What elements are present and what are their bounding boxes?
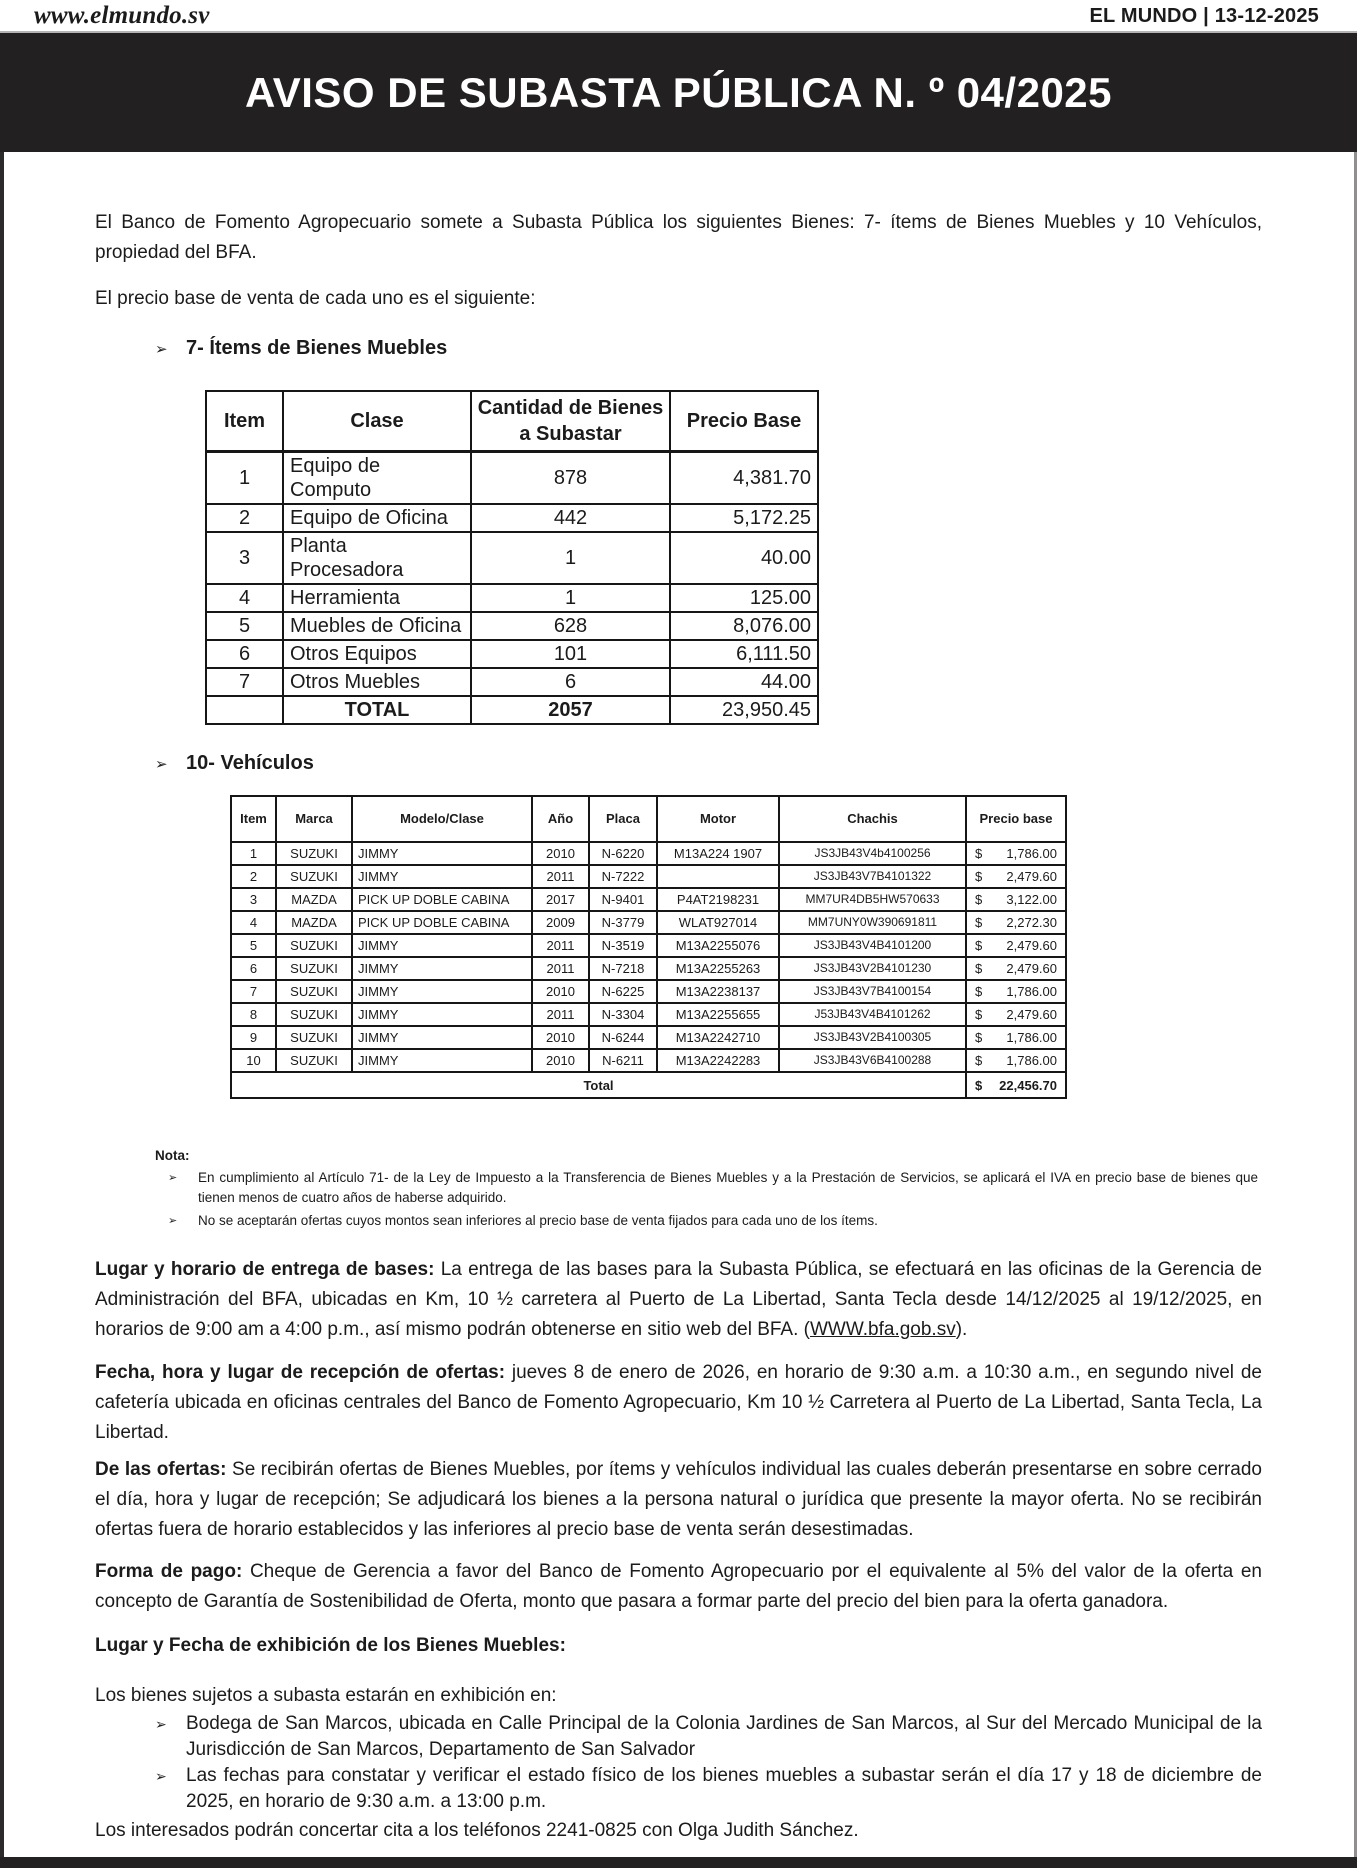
- cell-item: 1: [206, 452, 283, 505]
- cell-chasis: JS3JB43V6B4100288: [779, 1049, 966, 1072]
- section-label: De las ofertas:: [95, 1459, 227, 1480]
- col-header-cantidad: Cantidad de Bienes a Subastar: [471, 391, 670, 452]
- cell-marca: SUZUKI: [276, 934, 352, 957]
- cell-precio: [966, 957, 1066, 980]
- cell-total-precio: 23,950.45: [670, 696, 818, 724]
- cell-precio: 44.00: [670, 668, 818, 696]
- cell-motor: WLAT927014: [657, 911, 779, 934]
- cell-item: 2: [206, 504, 283, 532]
- currency-sign: $: [975, 938, 983, 953]
- cell-anio: 2017: [532, 888, 589, 911]
- section-text: Cheque de Gerencia a favor del Banco de Fomento Agropecuario por el equivalente al 5% del valor de la oferta en concepto de Garantía de Sostenibilidad de Oferta, monto que pasara a formar parte del precio del bien para la oferta ganadora.: [95, 1561, 1262, 1612]
- arrow-bullet-icon: ➢: [168, 1172, 178, 1184]
- nota-item: [168, 1168, 1258, 1208]
- cell-clase: Muebles de Oficina: [283, 612, 471, 640]
- vehicle-row: [231, 1026, 1066, 1049]
- col-header-modelo: Modelo/Clase: [352, 796, 532, 842]
- cell-placa: N-6220: [589, 842, 657, 865]
- currency-sign: $: [975, 846, 983, 861]
- currency-sign: $: [975, 915, 983, 930]
- cell-marca: MAZDA: [276, 911, 352, 934]
- nota-text: No se aceptarán ofertas cuyos montos sean inferiores al precio base de venta fijados para cada uno de los ítems.: [198, 1213, 878, 1228]
- masthead: [0, 0, 1357, 31]
- cell-item: 1: [231, 842, 276, 865]
- cell-modelo: JIMMY: [352, 1003, 532, 1026]
- cell-item: 6: [231, 957, 276, 980]
- vehiculos-table: [230, 795, 1067, 1099]
- section-label: Forma de pago:: [95, 1561, 243, 1582]
- cell-placa: N-9401: [589, 888, 657, 911]
- table-total-row: [231, 1072, 1066, 1098]
- nota-text: En cumplimiento al Artículo 71- de la Ley de Impuesto a la Transferencia de Bienes Muebles y a la Prestación de Servicios, se aplicará el IVA en precio base de bienes que tienen menos de cuatro años de haberse adquirido.: [198, 1170, 1258, 1205]
- col-header-item: Item: [206, 391, 283, 452]
- cell-motor: M13A2255655: [657, 1003, 779, 1026]
- cell-item: 7: [206, 668, 283, 696]
- section-ofertas: [95, 1455, 1262, 1545]
- cell-item: 5: [231, 934, 276, 957]
- contact-line: Los interesados podrán concertar cita a los teléfonos 2241-0825 con Olga Judith Sánchez.: [95, 1820, 859, 1841]
- list-item-text: Bodega de San Marcos, ubicada en Calle Principal de la Colonia Jardines de San Marcos, al Sur del Mercado Municipal de la Jurisdicción de San Marcos, Departamento de San Salvador: [186, 1713, 1262, 1760]
- cell-motor: M13A2242710: [657, 1026, 779, 1049]
- col-header-clase: Clase: [283, 391, 471, 452]
- cell-total-precio: [966, 1072, 1066, 1098]
- vehicle-row: [231, 957, 1066, 980]
- cell-cantidad: 6: [471, 668, 670, 696]
- cell-marca: SUZUKI: [276, 1049, 352, 1072]
- cell-chasis: JS3JB43V4B4101200: [779, 934, 966, 957]
- exhibicion-intro: Los bienes sujetos a subasta estarán en exhibición en:: [95, 1685, 557, 1706]
- price-amount: 1,786.00: [1006, 984, 1057, 999]
- cell-chasis: J53JB43V4B4101262: [779, 1003, 966, 1026]
- section-text: ).: [955, 1319, 968, 1340]
- cell-precio: [966, 865, 1066, 888]
- cell-placa: N-3519: [589, 934, 657, 957]
- cell-item: 6: [206, 640, 283, 668]
- cell-precio: 8,076.00: [670, 612, 818, 640]
- currency-sign: $: [975, 1077, 983, 1093]
- nota-item: [168, 1211, 1258, 1231]
- section-heading-label: 7- Ítems de Bienes Muebles: [186, 337, 448, 359]
- cell-precio: [966, 934, 1066, 957]
- section-text: jueves 8 de enero de 2026, en horario de 9:30 a.m. a 10:30 a.m., en segundo nivel de cafetería ubicada en oficinas centrales del Banco de Fomento Agropecuario, Km 10 ½ Carretera al Puerto de La Libertad, Santa Tecla, La Libertad.: [95, 1362, 1262, 1443]
- cell-clase: Planta Procesadora: [283, 532, 471, 584]
- vehicle-row: [231, 865, 1066, 888]
- cell-marca: SUZUKI: [276, 980, 352, 1003]
- price-amount: 1,786.00: [1006, 1030, 1057, 1045]
- section-label: Lugar y Fecha de exhibición de los Bienes Muebles:: [95, 1635, 566, 1656]
- bienes-muebles-table: [205, 390, 819, 725]
- cell-modelo: PICK UP DOBLE CABINA: [352, 888, 532, 911]
- cell-marca: SUZUKI: [276, 1026, 352, 1049]
- cell-placa: N-3304: [589, 1003, 657, 1026]
- cell-precio: [966, 1003, 1066, 1026]
- vehicle-row: [231, 842, 1066, 865]
- price-amount: 22,456.70: [999, 1077, 1057, 1093]
- cell-precio: 5,172.25: [670, 504, 818, 532]
- table-row: [206, 640, 818, 668]
- cell-modelo: JIMMY: [352, 1026, 532, 1049]
- bfa-website-link[interactable]: WWW.bfa.gob.sv: [810, 1319, 956, 1340]
- notice-title-banner: [0, 31, 1357, 152]
- cell-anio: 2011: [532, 865, 589, 888]
- page-title: AVISO DE SUBASTA PÚBLICA N. º 04/2025: [244, 68, 1113, 116]
- table-row: [206, 584, 818, 612]
- section-heading-muebles: [155, 334, 1262, 364]
- table-row: [206, 668, 818, 696]
- cell-chasis: JS3JB43V7B4100154: [779, 980, 966, 1003]
- cell-placa: N-6211: [589, 1049, 657, 1072]
- notice-body: [0, 152, 1357, 1857]
- cell-clase: Otros Equipos: [283, 640, 471, 668]
- section-recepcion: [95, 1358, 1262, 1448]
- cell-precio: 125.00: [670, 584, 818, 612]
- cell-item: 3: [206, 532, 283, 584]
- cell-chasis: JS3JB43V2B4100305: [779, 1026, 966, 1049]
- cell-placa: N-7222: [589, 865, 657, 888]
- table-row: [206, 504, 818, 532]
- cell-modelo: JIMMY: [352, 980, 532, 1003]
- cell-anio: 2010: [532, 1026, 589, 1049]
- currency-sign: $: [975, 984, 983, 999]
- nota-label: Nota:: [155, 1148, 190, 1163]
- price-amount: 1,786.00: [1006, 1053, 1057, 1068]
- currency-sign: $: [975, 1007, 983, 1022]
- cell-motor: P4AT2198231: [657, 888, 779, 911]
- table-total-row: [206, 696, 818, 724]
- price-amount: 2,479.60: [1006, 938, 1057, 953]
- cell-cantidad: 878: [471, 452, 670, 505]
- cell-cantidad: 101: [471, 640, 670, 668]
- section-heading-vehiculos: [155, 749, 1262, 779]
- cell-item: 5: [206, 612, 283, 640]
- cell-motor: [657, 865, 779, 888]
- currency-sign: $: [975, 1030, 983, 1045]
- cell-modelo: JIMMY: [352, 865, 532, 888]
- cell-placa: N-6225: [589, 980, 657, 1003]
- price-amount: 2,479.60: [1006, 869, 1057, 884]
- cell-motor: M13A224 1907: [657, 842, 779, 865]
- cell-placa: N-7218: [589, 957, 657, 980]
- price-amount: 2,272.30: [1006, 915, 1057, 930]
- table-header-row: [206, 391, 818, 452]
- section-heading-label: 10- Vehículos: [186, 752, 314, 774]
- currency-sign: $: [975, 892, 983, 907]
- cell-total-cantidad: 2057: [471, 696, 670, 724]
- cell-precio: [966, 980, 1066, 1003]
- section-exhibicion-heading: [95, 1631, 1262, 1661]
- arrow-bullet-icon: ➢: [155, 1716, 167, 1732]
- cell-precio: [966, 911, 1066, 934]
- table-row: [206, 612, 818, 640]
- col-header-precio: Precio base: [966, 796, 1066, 842]
- price-amount: 2,479.60: [1006, 961, 1057, 976]
- cell-marca: MAZDA: [276, 888, 352, 911]
- site-logo: www.elmundo.sv: [34, 2, 210, 29]
- cell-modelo: JIMMY: [352, 1049, 532, 1072]
- cell-anio: 2010: [532, 842, 589, 865]
- section-pago: [95, 1557, 1262, 1617]
- vehicle-row: [231, 934, 1066, 957]
- cell-placa: N-3779: [589, 911, 657, 934]
- cell-modelo: JIMMY: [352, 842, 532, 865]
- cell-anio: 2009: [532, 911, 589, 934]
- cell-item: 10: [231, 1049, 276, 1072]
- cell-item: 8: [231, 1003, 276, 1026]
- cell-marca: SUZUKI: [276, 865, 352, 888]
- col-header-marca: Marca: [276, 796, 352, 842]
- col-header-precio: Precio Base: [670, 391, 818, 452]
- section-label: Lugar y horario de entrega de bases:: [95, 1259, 435, 1280]
- price-base-paragraph: El precio base de venta de cada uno es el siguiente:: [95, 288, 536, 309]
- intro-paragraph: El Banco de Fomento Agropecuario somete a Subasta Pública los siguientes Bienes: 7- ítems de Bienes Muebles y 10 Vehículos, propiedad del BFA.: [95, 212, 1262, 263]
- cell-item: 4: [206, 584, 283, 612]
- cell-modelo: PICK UP DOBLE CABINA: [352, 911, 532, 934]
- arrow-bullet-icon: ➢: [155, 756, 168, 773]
- price-amount: 3,122.00: [1006, 892, 1057, 907]
- arrow-bullet-icon: ➢: [155, 1768, 167, 1784]
- cell-item: 7: [231, 980, 276, 1003]
- cell-precio: 40.00: [670, 532, 818, 584]
- cell-placa: N-6244: [589, 1026, 657, 1049]
- cell-motor: M13A2242283: [657, 1049, 779, 1072]
- list-item: [155, 1763, 1262, 1815]
- cell-precio: [966, 1049, 1066, 1072]
- cell-chasis: MM7UNY0W390691811: [779, 911, 966, 934]
- arrow-bullet-icon: ➢: [168, 1215, 178, 1227]
- cell-chasis: JS3JB43V4b4100256: [779, 842, 966, 865]
- edition-date: EL MUNDO | 13-12-2025: [1089, 4, 1319, 27]
- arrow-bullet-icon: ➢: [155, 341, 168, 358]
- col-header-motor: Motor: [657, 796, 779, 842]
- cell-precio: [966, 1026, 1066, 1049]
- section-text: Se recibirán ofertas de Bienes Muebles, por ítems y vehículos individual las cuales deberán presentarse en sobre cerrado el día, hora y lugar de recepción; Se adjudicará los bienes a la persona natural o jurídica que presente la mayor oferta. No se recibirán ofertas fuera de horario establecidos y las inferiores al precio base de venta serán desestimadas.: [95, 1459, 1262, 1540]
- cell-clase: Equipo de Oficina: [283, 504, 471, 532]
- cell-cantidad: 1: [471, 584, 670, 612]
- cell-total-label: Total: [231, 1072, 966, 1098]
- cell-cantidad: 1: [471, 532, 670, 584]
- price-amount: 1,786.00: [1006, 846, 1057, 861]
- cell-clase: Otros Muebles: [283, 668, 471, 696]
- list-item-text: Las fechas para constatar y verificar el estado físico de los bienes muebles a subastar serán el día 17 y 18 de diciembre de 2025, en horario de 9:30 a.m. a 13:00 p.m.: [186, 1765, 1262, 1812]
- cell-chasis: JS3JB43V2B4101230: [779, 957, 966, 980]
- currency-sign: $: [975, 1053, 983, 1068]
- cell-anio: 2011: [532, 1003, 589, 1026]
- vehicle-row: [231, 1003, 1066, 1026]
- cell-marca: SUZUKI: [276, 957, 352, 980]
- vehicle-row: [231, 888, 1066, 911]
- cell-precio: 6,111.50: [670, 640, 818, 668]
- cell-precio: 4,381.70: [670, 452, 818, 505]
- section-label: Fecha, hora y lugar de recepción de ofertas:: [95, 1362, 506, 1383]
- cell-cantidad: 442: [471, 504, 670, 532]
- cell-motor: M13A2255076: [657, 934, 779, 957]
- cell-marca: SUZUKI: [276, 1003, 352, 1026]
- vehicle-row: [231, 1049, 1066, 1072]
- cell-clase: Herramienta: [283, 584, 471, 612]
- section-text: La entrega de las bases para la Subasta Pública, se efectuará en las oficinas de la Gerencia de Administración del BFA, ubicadas en Km, 10 ½ carretera al Puerto de La Libertad, Santa Tecla desde 14/12/2025 al 19/12/2025, en horarios de 9:00 am a 4:00 p.m., así mismo podrán obtenerse en sitio web del BFA. (: [95, 1259, 1262, 1340]
- cell-marca: SUZUKI: [276, 842, 352, 865]
- cell-chasis: JS3JB43V7B4101322: [779, 865, 966, 888]
- vehicle-row: [231, 980, 1066, 1003]
- table-row: [206, 532, 818, 584]
- cell-anio: 2010: [532, 1049, 589, 1072]
- col-header-chasis: Chachis: [779, 796, 966, 842]
- currency-sign: $: [975, 869, 983, 884]
- cell-motor: M13A2238137: [657, 980, 779, 1003]
- cell-item: 4: [231, 911, 276, 934]
- nota-block: [155, 1147, 1262, 1231]
- vehicle-row: [231, 911, 1066, 934]
- cell-precio: [966, 842, 1066, 865]
- cell-clase: Equipo de Computo: [283, 452, 471, 505]
- col-header-anio: Año: [532, 796, 589, 842]
- cell-empty: [206, 696, 283, 724]
- col-header-placa: Placa: [589, 796, 657, 842]
- cell-modelo: JIMMY: [352, 957, 532, 980]
- cell-anio: 2010: [532, 980, 589, 1003]
- section-bases: [95, 1255, 1262, 1345]
- cell-item: 9: [231, 1026, 276, 1049]
- cell-precio: [966, 888, 1066, 911]
- cell-anio: 2011: [532, 934, 589, 957]
- currency-sign: $: [975, 961, 983, 976]
- cell-chasis: MM7UR4DB5HW570633: [779, 888, 966, 911]
- cell-total-label: TOTAL: [283, 696, 471, 724]
- cell-item: 3: [231, 888, 276, 911]
- bottom-rule: [0, 1857, 1357, 1868]
- cell-anio: 2011: [532, 957, 589, 980]
- cell-motor: M13A2255263: [657, 957, 779, 980]
- cell-cantidad: 628: [471, 612, 670, 640]
- cell-modelo: JIMMY: [352, 934, 532, 957]
- table-row: [206, 452, 818, 505]
- price-amount: 2,479.60: [1006, 1007, 1057, 1022]
- cell-item: 2: [231, 865, 276, 888]
- list-item: [155, 1711, 1262, 1763]
- col-header-item: Item: [231, 796, 276, 842]
- table-header-row: [231, 796, 1066, 842]
